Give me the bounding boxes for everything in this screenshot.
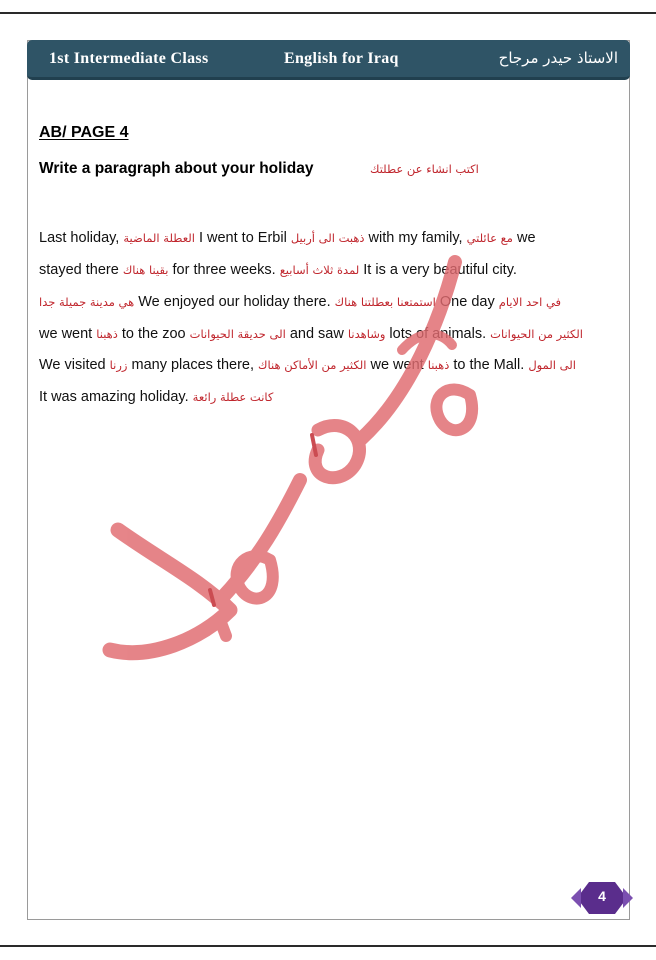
english-text: we — [512, 230, 536, 246]
header-book-name: English for Iraq — [284, 50, 399, 67]
arabic-translation: وشاهدنا — [347, 327, 386, 341]
arabic-translation: الى حديقة الحيوانات — [189, 327, 286, 341]
paragraph-line-4 — [39, 326, 583, 342]
arabic-translation: في احد الايام — [498, 295, 562, 309]
header-bar — [27, 40, 630, 80]
bottom-rule — [0, 945, 656, 947]
arabic-translation: الكثير من الحيوانات — [490, 327, 583, 341]
section-title: AB/ PAGE 4 — [39, 124, 129, 141]
english-text: It was amazing holiday. — [39, 389, 193, 405]
paragraph-line-5 — [39, 357, 576, 373]
english-text: stayed there — [39, 262, 123, 278]
arabic-translation: ذهبنا — [96, 327, 118, 341]
arabic-translation: ذهبنا — [427, 358, 450, 372]
english-text: to the zoo — [117, 326, 190, 342]
english-text: We enjoyed our holiday there. — [134, 294, 335, 310]
english-text: many places there, — [127, 357, 259, 373]
page-number-badge — [571, 878, 633, 918]
arabic-translation: كانت عطلة رائعة — [192, 390, 274, 404]
english-text: lots of animals. — [385, 326, 491, 342]
english-text: we went — [366, 357, 428, 373]
arabic-translation: بقينا هناك — [122, 263, 169, 277]
english-text: for three weeks. — [168, 262, 280, 278]
arabic-translation: استمتعنا بعطلتنا هناك — [334, 295, 436, 309]
paragraph-line-3 — [39, 294, 561, 310]
arabic-translation: ذهبت الى أربيل — [290, 231, 365, 245]
arabic-translation: هي مدينة جميلة جدا — [39, 295, 135, 309]
top-rule — [0, 12, 656, 14]
arabic-translation: العطلة الماضية — [123, 231, 195, 245]
english-text: with my family, — [364, 230, 467, 246]
arabic-translation: زرنا — [109, 358, 128, 372]
english-text: It is a very beautiful city. — [359, 262, 517, 278]
paragraph-line-2 — [39, 262, 517, 278]
paragraph-line-1 — [39, 230, 536, 246]
arabic-translation: لمدة ثلاث أسابيع — [279, 263, 360, 277]
english-text: and saw — [285, 326, 348, 342]
page-number: 4 — [598, 888, 606, 904]
task-title: Write a paragraph about your holiday — [39, 160, 314, 177]
arabic-translation: الى المول — [528, 358, 576, 372]
arabic-translation: مع عائلتي — [466, 231, 513, 245]
english-text: Last holiday, — [39, 230, 124, 246]
header-class-name: 1st Intermediate Class — [49, 50, 209, 67]
arabic-translation: الكثير من الأماكن هناك — [258, 358, 367, 372]
header-teacher-name: الاستاذ حيدر مرجاح — [498, 49, 618, 67]
english-text: to the Mall. — [449, 357, 529, 373]
task-title-arabic: اكتب انشاء عن عطلتك — [370, 162, 479, 176]
english-text: I went to Erbil — [194, 230, 291, 246]
english-text: We visited — [39, 357, 110, 373]
paragraph-line-6 — [39, 389, 273, 405]
english-text: we went — [39, 326, 97, 342]
english-text: One day — [435, 294, 499, 310]
